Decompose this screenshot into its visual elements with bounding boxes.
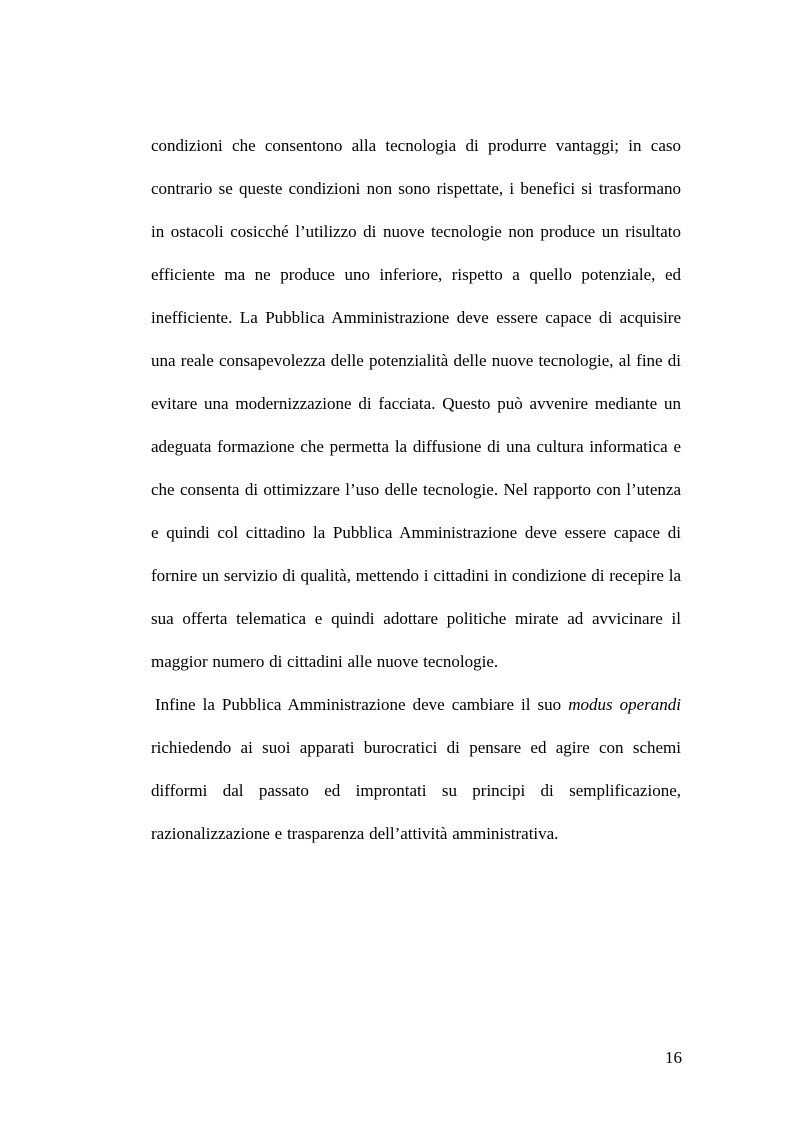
page-number: 16 (665, 1048, 682, 1067)
body-text (151, 124, 681, 855)
paragraph-2 (151, 683, 681, 855)
latin-phrase: modus operandi (568, 695, 682, 714)
paragraph-1-text: condizioni che consentono alla tecnologia di produrre vantaggi; in caso contrario se queste condizioni non sono rispettate, i benefici si trasformano in ostacoli cosicché l’utilizzo di nuove tecnologie non produce un risultato efficiente ma ne produce uno inferiore, rispetto a quello potenziale, ed inefficiente. La Pubblica Amministrazione deve essere capace di acquisire una reale consapevolezza delle potenzialità delle nuove tecnologie, al fine di evitare una modernizzazione di facciata. Questo può avvenire mediante un adeguata formazione che permetta la diffusione di una cultura informatica e che consenta di ottimizzare l’uso delle tecnologie. Nel rapporto con l’utenza e quindi col cittadino la Pubblica Amministrazione deve essere capace di fornire un servizio di qualità, mettendo i cittadini in condizione di recepire la sua offerta telematica e quindi adottare politiche mirate ad avvicinare il maggior numero di cittadini alle nuove tecnologie. (151, 136, 681, 671)
paragraph-1 (151, 124, 681, 683)
paragraph-2-text-after: richiedendo ai suoi apparati burocratici di pensare ed agire con schemi difformi dal passato ed improntati su principi di semplificazione, razionalizzazione e trasparenza dell’attività amministrativa. (151, 738, 681, 843)
paragraph-2-text-before: Infine la Pubblica Amministrazione deve cambiare il suo (155, 695, 569, 714)
